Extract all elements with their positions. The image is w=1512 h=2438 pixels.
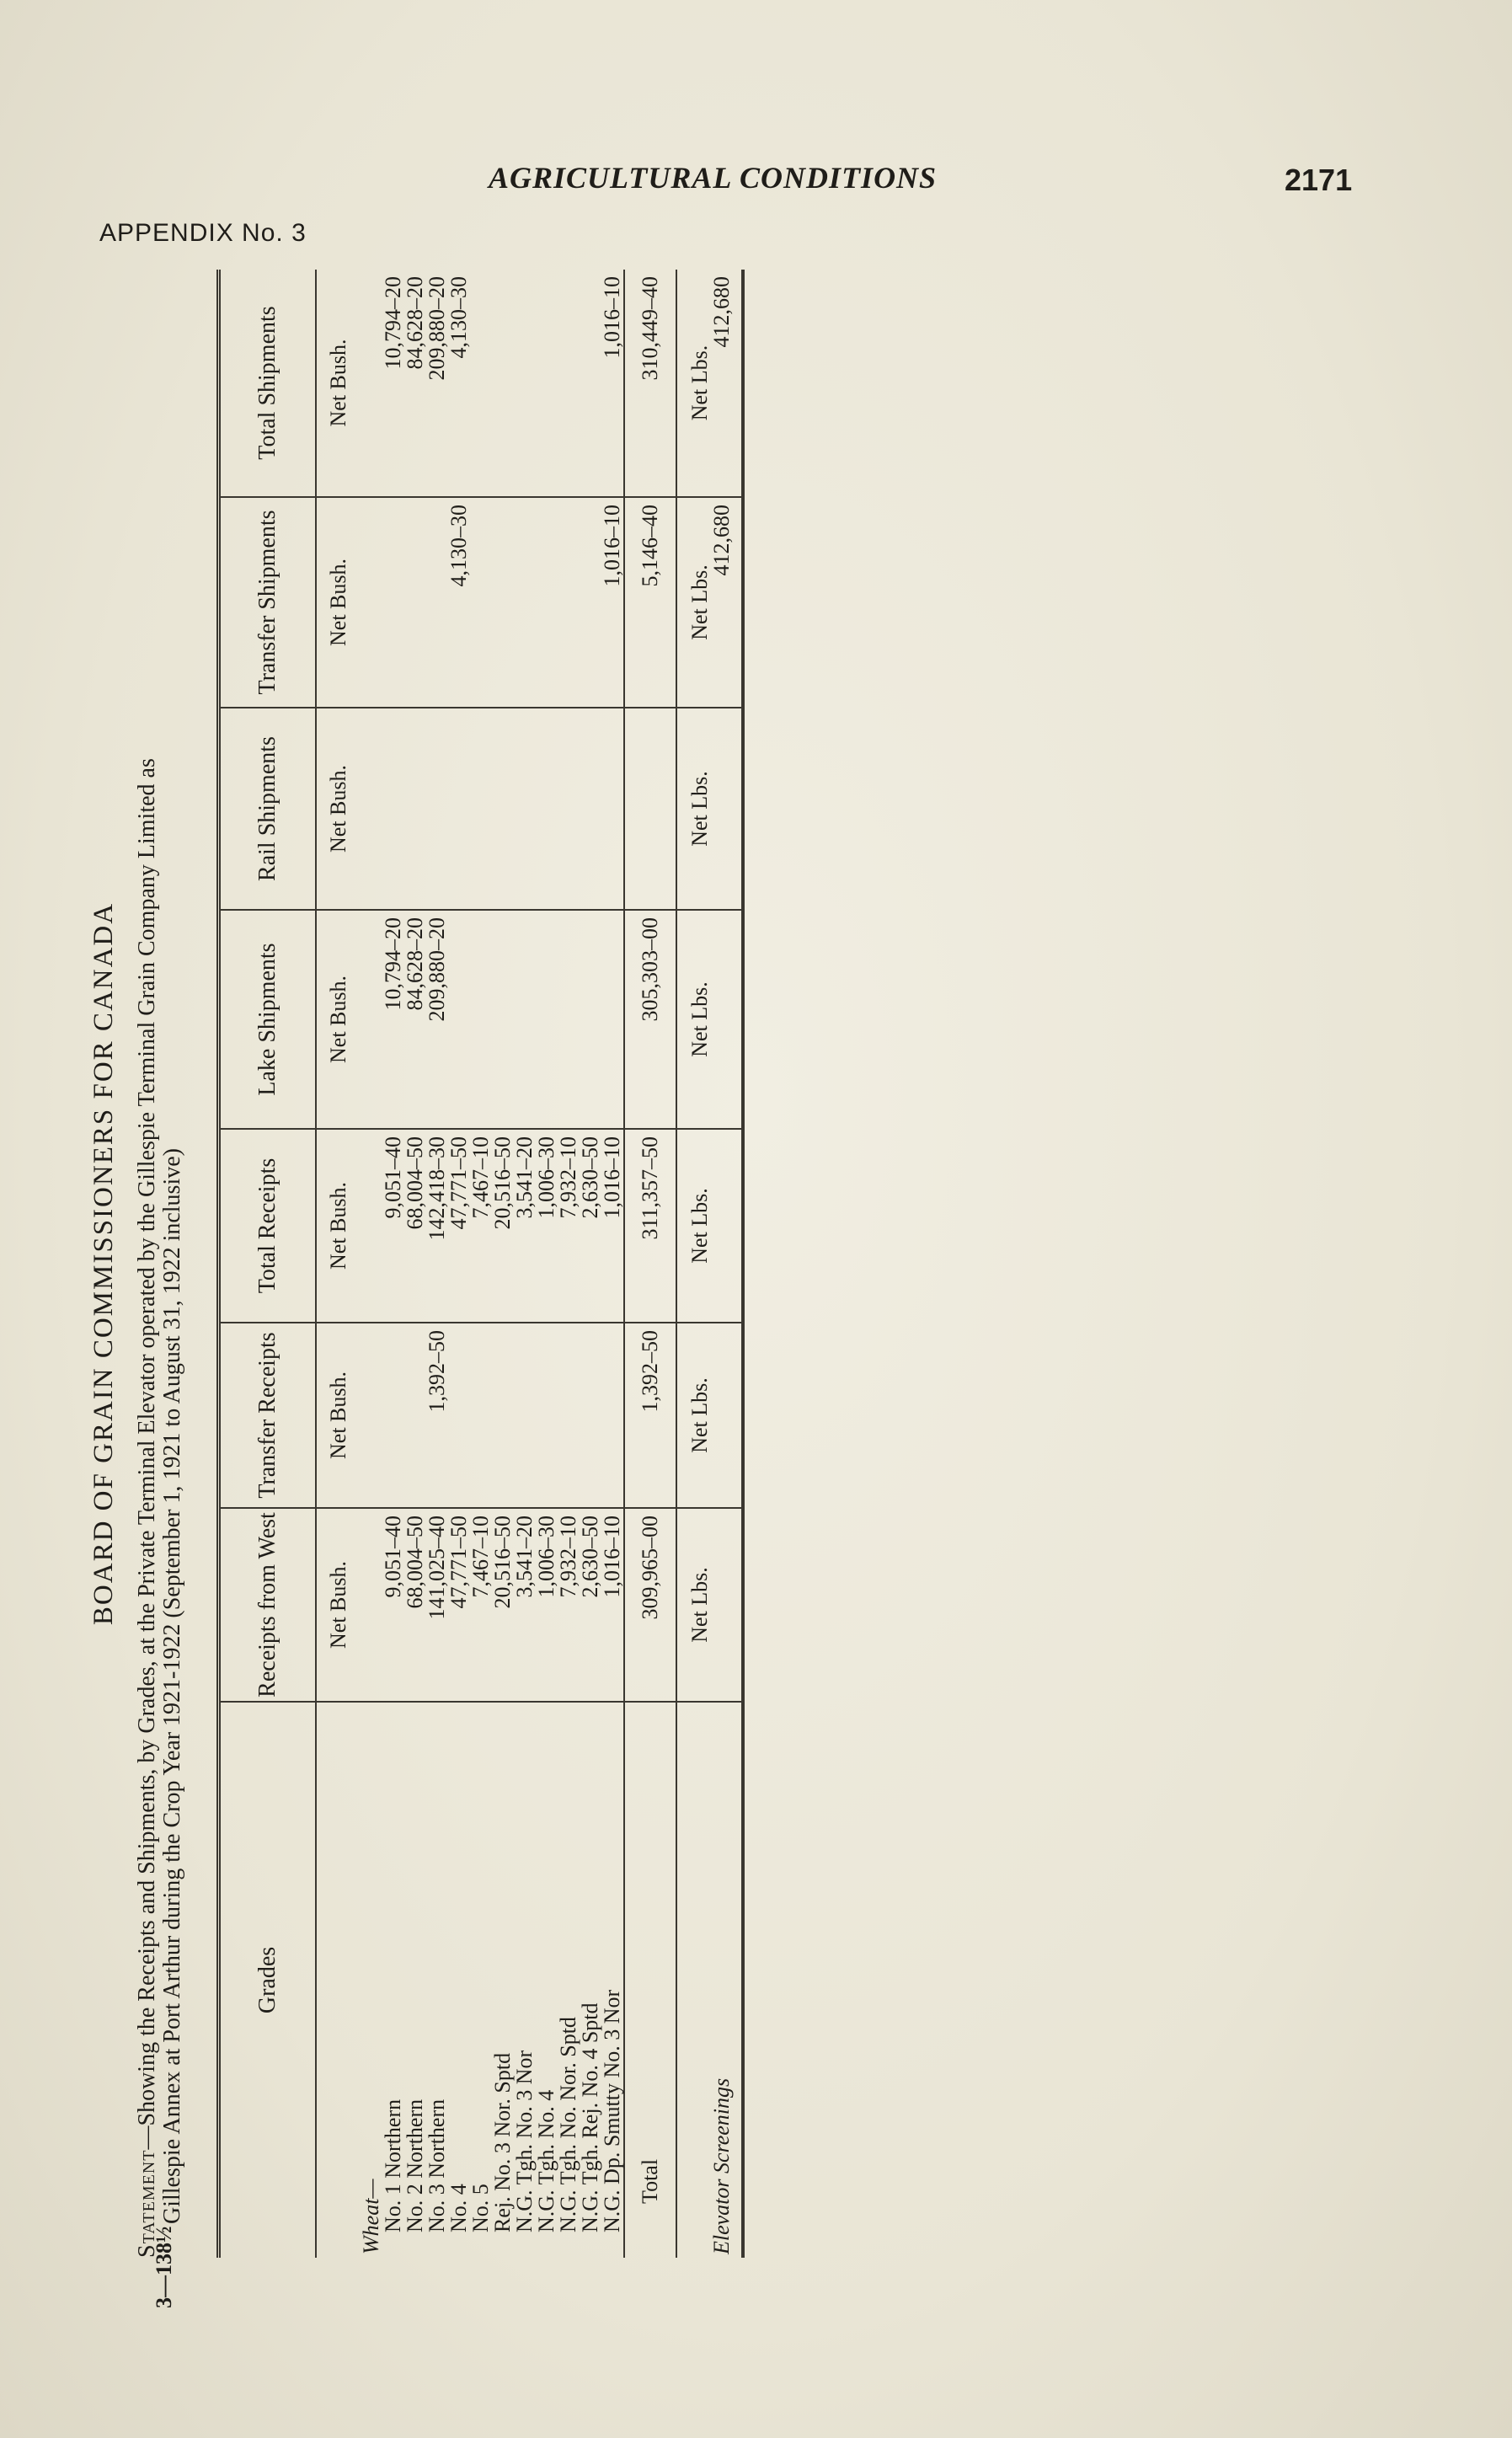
table-cell: [470, 497, 492, 708]
table-cell: 68,004–50: [404, 1129, 426, 1323]
table-cell: [558, 497, 580, 708]
table-cell: 20,516–50: [492, 1129, 514, 1323]
statement-line-1: [135, 270, 160, 2258]
unit-cell: Net Bush.: [316, 1323, 361, 1508]
table-cell: 141,025–40: [426, 1508, 448, 1702]
screenings-cell: 412,680: [711, 497, 743, 708]
statement-label: Statement: [134, 2149, 160, 2258]
unit-cell: Net Bush.: [316, 270, 361, 497]
total-cell: 305,303–00: [624, 910, 676, 1129]
table-cell: [404, 497, 426, 708]
screenings-cell: [711, 910, 743, 1129]
screenings-cell: 412,680: [711, 270, 743, 497]
table-cell: [558, 1323, 580, 1508]
grade-label: N.G. Tgh. No. 3 Nor: [512, 2050, 537, 2232]
column-header: Rail Shipments: [219, 708, 317, 910]
table-cell: [580, 708, 601, 910]
total-cell: 1,392–50: [624, 1323, 676, 1508]
table-row: [470, 270, 492, 2258]
table-cell: 47,771–50: [448, 1508, 470, 1702]
table-cell: 1,006–30: [536, 1129, 558, 1323]
table-row: [580, 270, 601, 2258]
table-cell: 4,130–30: [448, 270, 470, 497]
total-cell: 5,146–40: [624, 497, 676, 708]
table-cell: [426, 497, 448, 708]
grade-label: No. 2 Northern: [403, 2098, 427, 2232]
table-cell: 7,932–10: [558, 1129, 580, 1323]
unit-cell: Net Lbs.: [676, 270, 711, 497]
table-cell: 7,932–10: [558, 1508, 580, 1702]
grain-table: [216, 270, 745, 2258]
unit-cell: Net Lbs.: [676, 1129, 711, 1323]
column-header: Total Shipments: [219, 270, 317, 497]
table-cell: [492, 270, 514, 497]
unit-cell: Net Lbs.: [676, 708, 711, 910]
table-cell: [470, 910, 492, 1129]
table-cell: 2,630–50: [580, 1129, 601, 1323]
unit-cell: Net Lbs.: [676, 1323, 711, 1508]
table-cell: [361, 1323, 382, 1508]
unit-cell: Net Lbs.: [676, 910, 711, 1129]
units-row: [316, 270, 361, 2258]
table-cell: [361, 497, 382, 708]
table-cell: 1,016–10: [601, 1129, 624, 1323]
table-row: [448, 270, 470, 2258]
table-cell: [536, 910, 558, 1129]
grade-label: No. 4: [446, 2184, 471, 2232]
grade-label: Rej. No. 3 Nor. Sptd: [490, 2052, 515, 2232]
unit-cell: Net Lbs.: [676, 1508, 711, 1702]
table-cell: 7,467–10: [470, 1129, 492, 1323]
screenings-row: [711, 270, 743, 2258]
table-cell: 7,467–10: [470, 1508, 492, 1702]
table-row: [514, 270, 536, 2258]
table-row: [601, 270, 624, 2258]
column-header-row: [219, 270, 317, 2258]
table-row: [558, 270, 580, 2258]
table-cell: [514, 910, 536, 1129]
total-cell: 310,449–40: [624, 270, 676, 497]
grade-label: No. 3 Northern: [425, 2098, 449, 2232]
section-label: Wheat—: [359, 2179, 383, 2254]
table-row: [382, 270, 404, 2258]
table-cell: 209,880–20: [426, 910, 448, 1129]
table-cell: [536, 708, 558, 910]
column-header: Grades: [219, 1702, 317, 2258]
table-cell: [601, 910, 624, 1129]
grade-label: No. 1 Northern: [381, 2098, 405, 2232]
total-cell: 311,357–50: [624, 1129, 676, 1323]
unit-cell: Net Bush.: [316, 1508, 361, 1702]
table-cell: 10,794–20: [382, 910, 404, 1129]
table-cell: [492, 1323, 514, 1508]
table-cell: [558, 910, 580, 1129]
table-cell: [470, 1323, 492, 1508]
table-cell: 1,006–30: [536, 1508, 558, 1702]
table-cell: 1,392–50: [426, 1323, 448, 1508]
signature-mark: 3—138½: [152, 2226, 176, 2308]
page-number: 2171: [1285, 163, 1353, 197]
table-row: [404, 270, 426, 2258]
table-cell: 209,880–20: [426, 270, 448, 497]
table-cell: 3,541–20: [514, 1508, 536, 1702]
table-cell: [514, 270, 536, 497]
table-row: [426, 270, 448, 2258]
table-cell: [404, 708, 426, 910]
running-title: AGRICULTURAL CONDITIONS: [489, 161, 938, 195]
table-cell: [361, 910, 382, 1129]
section-row: [361, 270, 382, 2258]
table-cell: [492, 910, 514, 1129]
board-title: BOARD OF GRAIN COMMISSIONERS FOR CANADA: [88, 901, 119, 1626]
unit-cell: [316, 1702, 361, 2258]
table-cell: [536, 1323, 558, 1508]
table-cell: 47,771–50: [448, 1129, 470, 1323]
table-cell: 3,541–20: [514, 1129, 536, 1323]
grade-label: N.G. Tgh. Rej. No. 4 Sptd: [578, 2002, 602, 2232]
table-cell: [361, 1508, 382, 1702]
table-cell: [382, 708, 404, 910]
table-cell: [601, 708, 624, 910]
table-cell: [361, 1129, 382, 1323]
table-cell: 142,418–30: [426, 1129, 448, 1323]
table-cell: [382, 1323, 404, 1508]
table-cell: [514, 708, 536, 910]
statement-caption: [135, 270, 185, 2258]
table-cell: [448, 1323, 470, 1508]
screenings-label: Elevator Screenings: [711, 1702, 743, 2258]
table-cell: [580, 910, 601, 1129]
screenings-cell: [711, 1129, 743, 1323]
total-label: Total: [624, 1702, 676, 2258]
column-header: Total Receipts: [219, 1129, 317, 1323]
table-cell: 20,516–50: [492, 1508, 514, 1702]
table-cell: 1,016–10: [601, 270, 624, 497]
total-cell: [624, 708, 676, 910]
statement-line-2: Gillespie Annex at Port Arthur during the Crop Year 1921-1922 (September 1, 1921 to August 31, 1922 inclusive): [159, 1148, 185, 2224]
table-cell: 2,630–50: [580, 1508, 601, 1702]
table-row: [492, 270, 514, 2258]
table-cell: 4,130–30: [448, 497, 470, 708]
unit-cell: Net Bush.: [316, 708, 361, 910]
unit-cell: Net Bush.: [316, 910, 361, 1129]
table-cell: [558, 270, 580, 497]
table-cell: [382, 497, 404, 708]
unit-cell: Net Bush.: [316, 497, 361, 708]
grade-label: No. 5: [468, 2184, 493, 2232]
unit-cell: Net Lbs.: [676, 497, 711, 708]
table-cell: 9,051–40: [382, 1508, 404, 1702]
column-header: Lake Shipments: [219, 910, 317, 1129]
screenings-cell: [711, 1323, 743, 1508]
column-header: Transfer Shipments: [219, 497, 317, 708]
table-cell: [536, 497, 558, 708]
table-cell: 9,051–40: [382, 1129, 404, 1323]
table-cell: 84,628–20: [404, 910, 426, 1129]
table-cell: [514, 497, 536, 708]
table-cell: [492, 497, 514, 708]
unit-cell: [676, 1702, 711, 2258]
table-cell: [470, 708, 492, 910]
table-cell: [580, 270, 601, 497]
grade-label: N.G. Dp. Smutty No. 3 Nor: [600, 1989, 624, 2232]
table-cell: 84,628–20: [404, 270, 426, 497]
table-cell: [601, 1323, 624, 1508]
table-cell: [426, 708, 448, 910]
table-cell: [448, 910, 470, 1129]
table-row: [536, 270, 558, 2258]
table-cell: [514, 1323, 536, 1508]
table-cell: [404, 1323, 426, 1508]
table-cell: [558, 708, 580, 910]
table-cell: [470, 270, 492, 497]
table-cell: 10,794–20: [382, 270, 404, 497]
appendix-label: APPENDIX No. 3: [99, 219, 307, 247]
statement-text-1: —Showing the Receipts and Shipments, by Grades, at the Private Terminal Elevator operated by the Gillespie Terminal Grain Company Limited as: [134, 758, 160, 2150]
screenings-units-row: [676, 270, 711, 2258]
unit-cell: Net Bush.: [316, 1129, 361, 1323]
screenings-cell: [711, 1508, 743, 1702]
rotated-table-block: [88, 270, 838, 2258]
table-cell: [580, 497, 601, 708]
table-cell: 68,004–50: [404, 1508, 426, 1702]
table-cell: [492, 708, 514, 910]
table-cell: [361, 708, 382, 910]
table-cell: [448, 708, 470, 910]
table-cell: [536, 270, 558, 497]
column-header: Receipts from West: [219, 1508, 317, 1702]
column-header: Transfer Receipts: [219, 1323, 317, 1508]
screenings-cell: [711, 708, 743, 910]
table-cell: [580, 1323, 601, 1508]
total-cell: 309,965–00: [624, 1508, 676, 1702]
grade-label: N.G. Tgh. No. 4: [534, 2089, 558, 2232]
table-cell: [361, 270, 382, 497]
table-cell: 1,016–10: [601, 1508, 624, 1702]
grade-rows: [382, 270, 624, 2258]
table-cell: 1,016–10: [601, 497, 624, 708]
total-row: [624, 270, 676, 2258]
grade-label: N.G. Tgh. No. Nor. Sptd: [556, 2017, 580, 2232]
